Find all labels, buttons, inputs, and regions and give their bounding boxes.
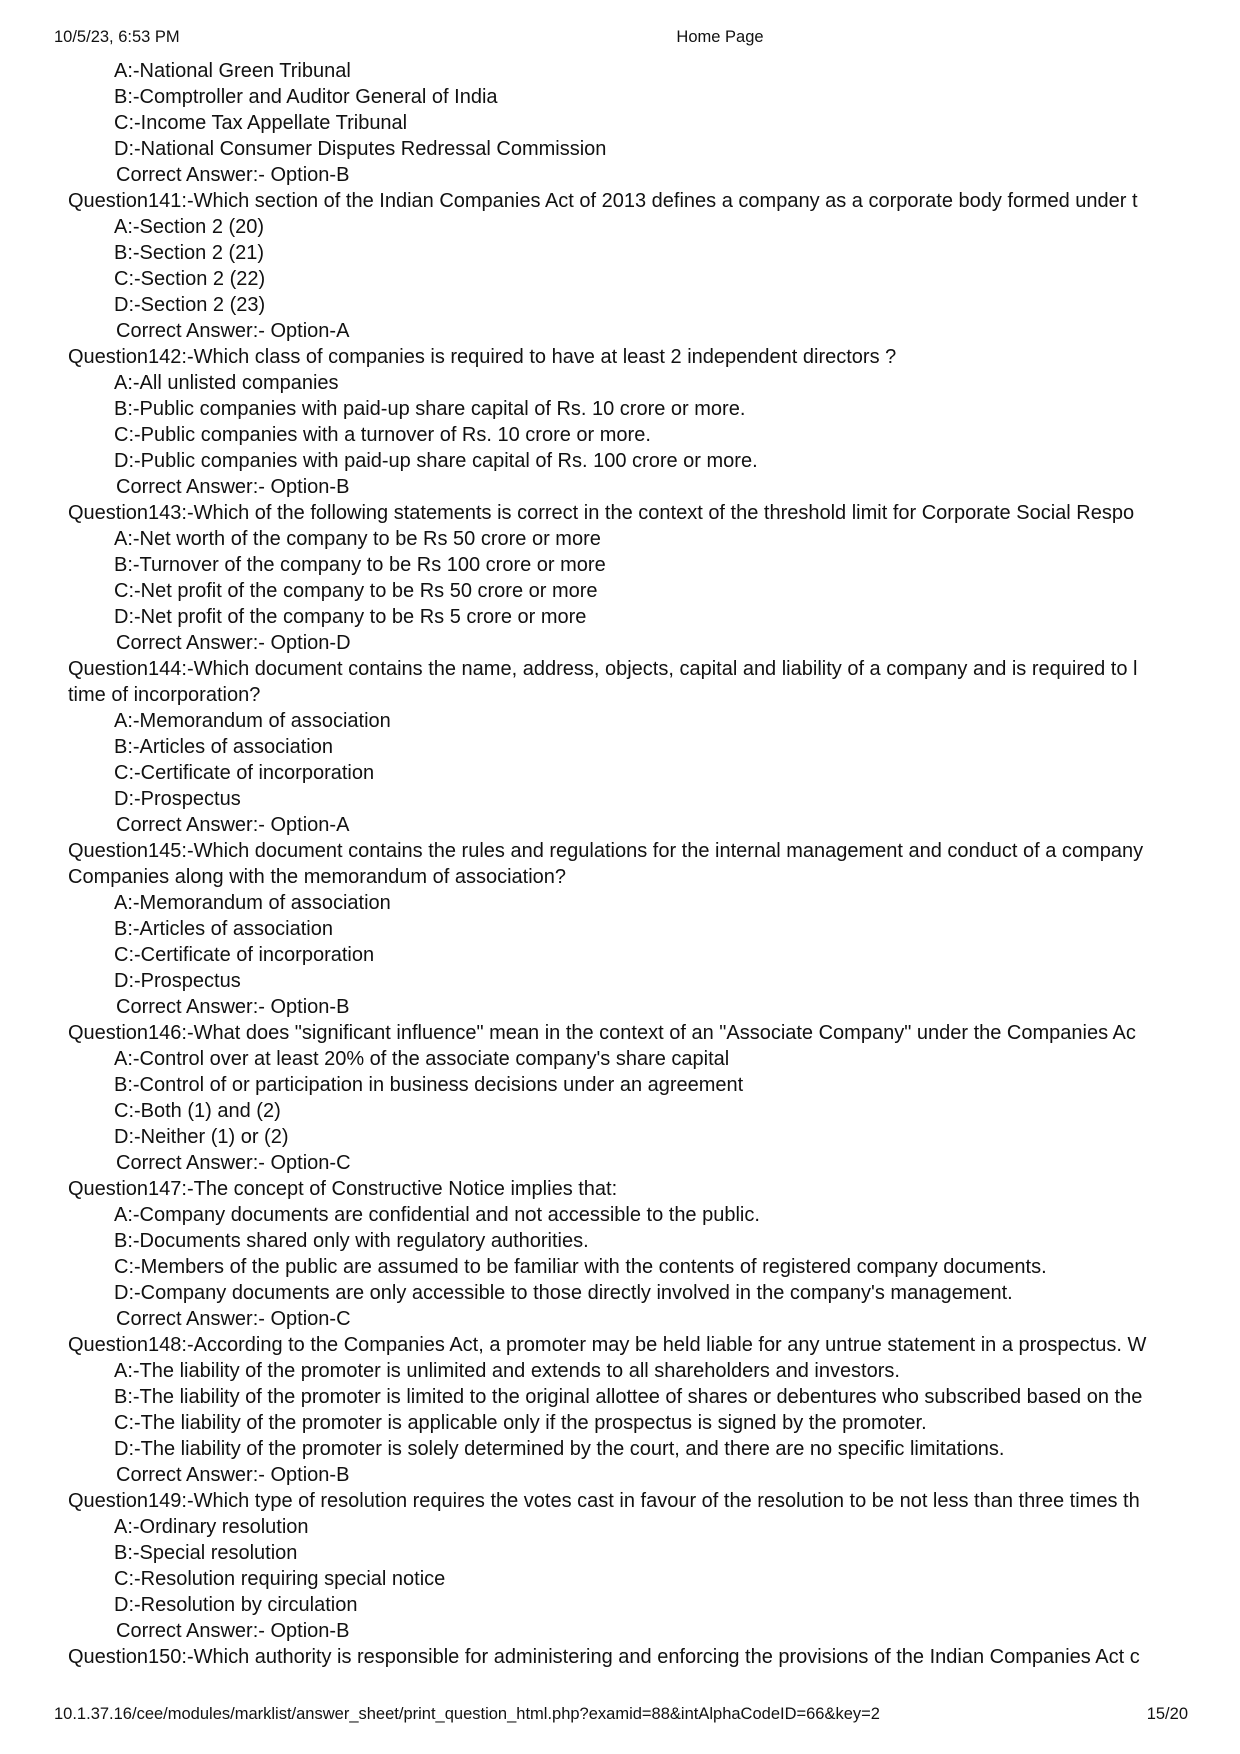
answer-option: A:-Memorandum of association [114, 710, 391, 732]
question-text: Question141:-Which section of the Indian Companies Act of 2013 defines a company as a corporate body formed under t [68, 190, 1138, 212]
question-list [68, 58, 1190, 1674]
question-text: Question145:-Which document contains the rules and regulations for the internal management and conduct of a company [68, 840, 1144, 862]
answer-option: B:-Articles of association [114, 918, 333, 940]
question-text: Question143:-Which of the following statements is correct in the context of the threshold limit for Corporate Social Respo [68, 502, 1135, 524]
question-text: Question146:-What does "significant influence" mean in the context of an "Associate Company" under the Companies Ac [68, 1022, 1136, 1044]
answer-option: A:-Company documents are confidential and not accessible to the public. [114, 1204, 760, 1226]
answer-option: D:-Public companies with paid-up share capital of Rs. 100 crore or more. [114, 450, 758, 472]
answer-option: A:-Net worth of the company to be Rs 50 crore or more [114, 528, 601, 550]
answer-option: C:-Resolution requiring special notice [114, 1568, 446, 1590]
question-text: Companies along with the memorandum of association? [68, 866, 567, 888]
answer-option: C:-The liability of the promoter is applicable only if the prospectus is signed by the promoter. [114, 1412, 927, 1434]
correct-answer: Correct Answer:- Option-B [116, 164, 350, 186]
answer-option: D:-Prospectus [114, 970, 241, 992]
answer-option: C:-Members of the public are assumed to be familiar with the contents of registered company documents. [114, 1256, 1047, 1278]
question-text: Question144:-Which document contains the name, address, objects, capital and liability of a company and is required to l [68, 658, 1138, 680]
answer-option: A:-National Green Tribunal [114, 60, 351, 82]
answer-option: A:-Ordinary resolution [114, 1516, 309, 1538]
answer-option: D:-Section 2 (23) [114, 294, 266, 316]
answer-option: D:-The liability of the promoter is solely determined by the court, and there are no specific limitations. [114, 1438, 1005, 1460]
correct-answer: Correct Answer:- Option-D [116, 632, 351, 654]
answer-option: C:-Income Tax Appellate Tribunal [114, 112, 408, 134]
correct-answer: Correct Answer:- Option-A [116, 320, 350, 342]
answer-option: B:-Public companies with paid-up share capital of Rs. 10 crore or more. [114, 398, 746, 420]
answer-option: A:-All unlisted companies [114, 372, 339, 394]
answer-option: C:-Certificate of incorporation [114, 762, 375, 784]
answer-option: A:-Section 2 (20) [114, 216, 265, 238]
print-header [0, 28, 1240, 52]
correct-answer: Correct Answer:- Option-B [116, 1464, 350, 1486]
answer-option: B:-Special resolution [114, 1542, 298, 1564]
answer-option: B:-Comptroller and Auditor General of India [114, 86, 498, 108]
answer-option: C:-Section 2 (22) [114, 268, 266, 290]
correct-answer: Correct Answer:- Option-B [116, 476, 350, 498]
question-text: Question142:-Which class of companies is required to have at least 2 independent directors ? [68, 346, 897, 368]
answer-option: D:-Company documents are only accessible to those directly involved in the company's management. [114, 1282, 1013, 1304]
answer-option: C:-Public companies with a turnover of Rs. 10 crore or more. [114, 424, 651, 446]
print-datetime: 10/5/23, 6:53 PM [54, 28, 180, 46]
correct-answer: Correct Answer:- Option-C [116, 1308, 351, 1330]
question-text: time of incorporation? [68, 684, 261, 706]
correct-answer: Correct Answer:- Option-C [116, 1152, 351, 1174]
correct-answer: Correct Answer:- Option-B [116, 996, 350, 1018]
answer-option: B:-The liability of the promoter is limited to the original allottee of shares or debentures who subscribed based on the [114, 1386, 1143, 1408]
correct-answer: Correct Answer:- Option-A [116, 814, 350, 836]
answer-option: D:-Net profit of the company to be Rs 5 crore or more [114, 606, 587, 628]
answer-option: B:-Articles of association [114, 736, 333, 758]
question-text: Question149:-Which type of resolution requires the votes cast in favour of the resolution to be not less than three times th [68, 1490, 1140, 1512]
answer-option: A:-Control over at least 20% of the associate company's share capital [114, 1048, 730, 1070]
answer-option: A:-The liability of the promoter is unlimited and extends to all shareholders and investors. [114, 1360, 900, 1382]
page-title: Home Page [676, 28, 764, 46]
answer-option: B:-Documents shared only with regulatory authorities. [114, 1230, 589, 1252]
correct-answer: Correct Answer:- Option-B [116, 1620, 350, 1642]
question-text: Question148:-According to the Companies Act, a promoter may be held liable for any untrue statement in a prospectus. W [68, 1334, 1147, 1356]
answer-option: D:-National Consumer Disputes Redressal Commission [114, 138, 607, 160]
page-number: 15/20 [1146, 1705, 1188, 1723]
page-url: 10.1.37.16/cee/modules/marklist/answer_sheet/print_question_html.php?examid=88&intAlphaCodeID=66&key=2 [54, 1705, 880, 1723]
answer-option: D:-Neither (1) or (2) [114, 1126, 289, 1148]
answer-option: B:-Section 2 (21) [114, 242, 265, 264]
answer-option: C:-Certificate of incorporation [114, 944, 375, 966]
answer-option: C:-Both (1) and (2) [114, 1100, 281, 1122]
question-text: Question147:-The concept of Constructive Notice implies that: [68, 1178, 618, 1200]
answer-option: D:-Resolution by circulation [114, 1594, 358, 1616]
answer-option: B:-Turnover of the company to be Rs 100 crore or more [114, 554, 606, 576]
answer-option: B:-Control of or participation in business decisions under an agreement [114, 1074, 744, 1096]
question-text: Question150:-Which authority is responsible for administering and enforcing the provisions of the Indian Companies Act c [68, 1646, 1140, 1668]
answer-option: C:-Net profit of the company to be Rs 50 crore or more [114, 580, 598, 602]
answer-option: D:-Prospectus [114, 788, 241, 810]
answer-option: A:-Memorandum of association [114, 892, 391, 914]
